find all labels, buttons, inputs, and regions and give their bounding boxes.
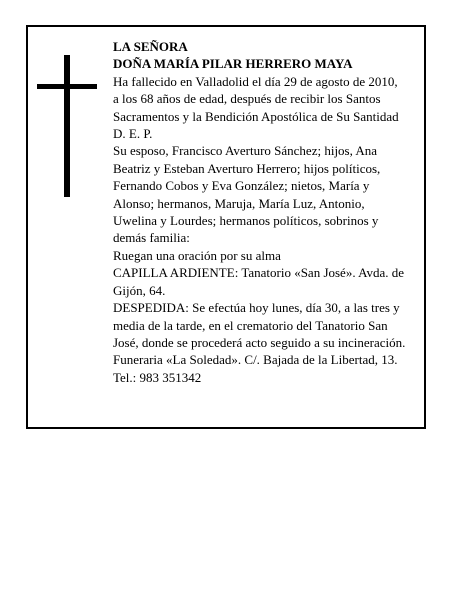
text-line: José, donde se procederá acto seguido a su incineración.: [113, 334, 406, 350]
text-line: Ha fallecido en Valladolid el día 29 de agosto de 2010,: [113, 73, 398, 89]
text-line: Fernando Cobos y Eva González; nietos, María y: [113, 178, 370, 194]
cross-icon: [37, 55, 97, 197]
text-line: Tel.: 983 351342: [113, 369, 202, 385]
text-line: Sacramentos y la Bendición Apostólica de Su Santidad: [113, 108, 399, 124]
text-line: Alonso; hermanos, Maruja, María Luz, Antonio,: [113, 195, 365, 211]
cross-vertical-bar: [64, 55, 70, 197]
text-line: Gijón, 64.: [113, 282, 166, 298]
cross-horizontal-bar: [37, 84, 97, 89]
text-line: CAPILLA ARDIENTE: Tanatorio «San José». Avda. de: [113, 265, 405, 281]
text-line: Ruegan una oración por su alma: [113, 247, 281, 263]
text-line: Uwelina y Lourdes; hermanos políticos, sobrinos y: [113, 213, 379, 229]
deceased-name: DOÑA MARÍA PILAR HERRERO MAYA: [113, 56, 353, 72]
text-line: Beatriz y Esteban Averturo Herrero; hijos políticos,: [113, 160, 381, 176]
text-line: DESPEDIDA: Se efectúa hoy lunes, día 30, a las tres y: [113, 300, 400, 316]
text-line: D. E. P.: [113, 126, 153, 142]
text-line: media de la tarde, en el crematorio del Tanatorio San: [113, 317, 388, 333]
text-line: Su esposo, Francisco Averturo Sánchez; hijos, Ana: [113, 143, 378, 159]
text-line: demás familia:: [113, 230, 190, 246]
text-line: Funeraria «La Soledad». C/. Bajada de la Libertad, 13.: [113, 352, 398, 368]
notice-heading: LA SEÑORA: [113, 39, 188, 54]
text-line: a los 68 años de edad, después de recibir los Santos: [113, 91, 381, 107]
obituary-text: [113, 38, 429, 386]
